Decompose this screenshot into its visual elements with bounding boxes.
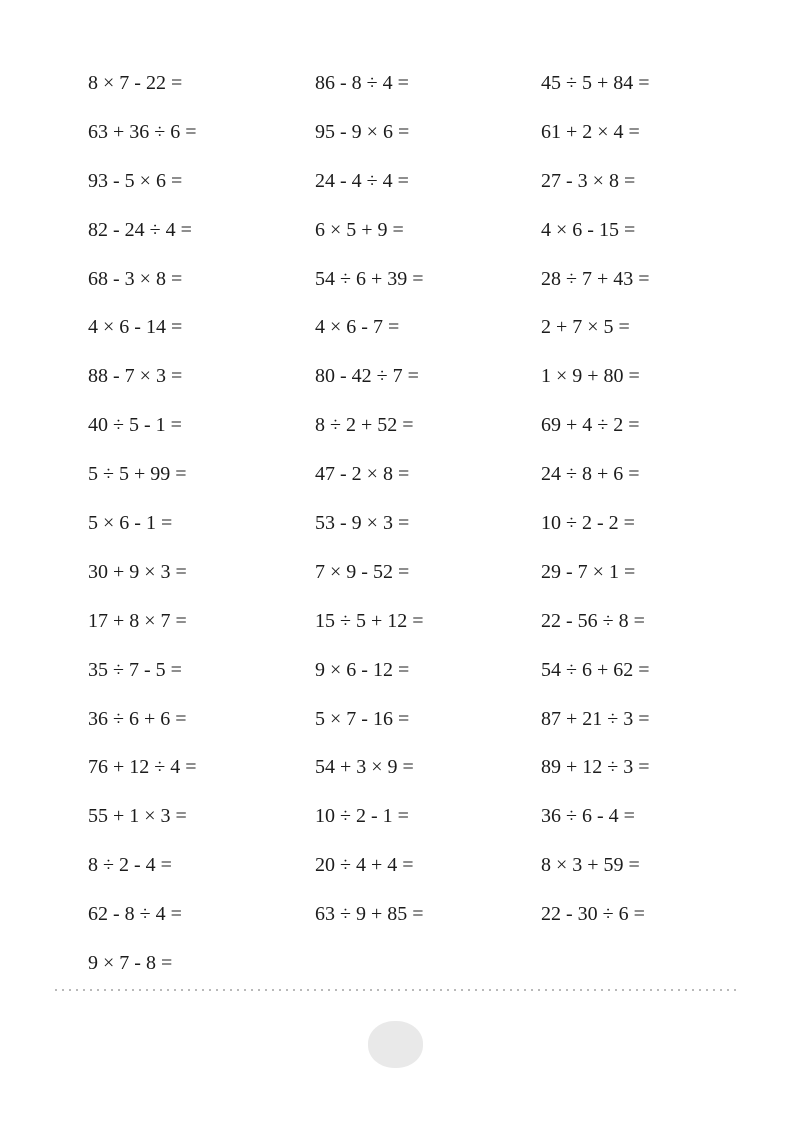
math-problem: 8 ÷ 2 - 4 =: [88, 854, 172, 877]
math-problem: 22 - 56 ÷ 8 =: [541, 609, 645, 632]
math-problem: 4 × 6 - 14 =: [88, 316, 183, 339]
math-problem: 28 ÷ 7 + 43 =: [541, 267, 650, 290]
math-problem: 4 × 6 - 15 =: [541, 218, 636, 241]
math-problem: 9 × 7 - 8 =: [88, 951, 173, 974]
math-problem: 88 - 7 × 3 =: [88, 365, 183, 388]
math-problem: 54 ÷ 6 + 39 =: [315, 267, 424, 290]
math-problem: 87 + 21 ÷ 3 =: [541, 707, 650, 730]
math-problem: 8 × 7 - 22 =: [88, 71, 183, 94]
math-problem: 5 ÷ 5 + 99 =: [88, 463, 187, 486]
math-problem: 53 - 9 × 3 =: [315, 511, 410, 534]
math-problem: 62 - 8 ÷ 4 =: [88, 903, 182, 926]
math-problem: 93 - 5 × 6 =: [88, 169, 183, 192]
math-problem: 45 ÷ 5 + 84 =: [541, 71, 650, 94]
math-problem: 8 ÷ 2 + 52 =: [315, 414, 414, 437]
math-problem: 82 - 24 ÷ 4 =: [88, 218, 192, 241]
math-problem: 40 ÷ 5 - 1 =: [88, 414, 182, 437]
math-problem: 24 - 4 ÷ 4 =: [315, 169, 409, 192]
math-problem: 6 × 5 + 9 =: [315, 218, 404, 241]
math-problem: 9 × 6 - 12 =: [315, 658, 410, 681]
math-problem: 7 × 9 - 52 =: [315, 560, 410, 583]
math-problem: 2 + 7 × 5 =: [541, 316, 630, 339]
math-problem: 89 + 12 ÷ 3 =: [541, 756, 650, 779]
math-problem: 55 + 1 × 3 =: [88, 805, 187, 828]
problems-column-1: [88, 59, 197, 988]
math-problem: 36 ÷ 6 + 6 =: [88, 707, 187, 730]
math-problem: 22 - 30 ÷ 6 =: [541, 903, 645, 926]
math-problem: 36 ÷ 6 - 4 =: [541, 805, 635, 828]
math-problem: 80 - 42 ÷ 7 =: [315, 365, 419, 388]
math-problem: 8 × 3 + 59 =: [541, 854, 640, 877]
math-problem: 27 - 3 × 8 =: [541, 169, 636, 192]
footer-oval: [368, 1021, 423, 1068]
math-problem: 20 ÷ 4 + 4 =: [315, 854, 414, 877]
math-problem: 63 + 36 ÷ 6 =: [88, 120, 197, 143]
math-problem: 35 ÷ 7 - 5 =: [88, 658, 182, 681]
math-problem: 30 + 9 × 3 =: [88, 560, 187, 583]
math-problem: 10 ÷ 2 - 1 =: [315, 805, 409, 828]
math-problem: 15 ÷ 5 + 12 =: [315, 609, 424, 632]
problems-column-3: [541, 59, 650, 939]
math-problem: 54 ÷ 6 + 62 =: [541, 658, 650, 681]
math-problem: 10 ÷ 2 - 2 =: [541, 511, 635, 534]
math-problem: 76 + 12 ÷ 4 =: [88, 756, 197, 779]
problems-column-2: [315, 59, 424, 939]
math-problem: 4 × 6 - 7 =: [315, 316, 400, 339]
math-problem: 61 + 2 × 4 =: [541, 120, 640, 143]
math-problem: 17 + 8 × 7 =: [88, 609, 187, 632]
math-problem: 95 - 9 × 6 =: [315, 120, 410, 143]
math-problem: 1 × 9 + 80 =: [541, 365, 640, 388]
math-problem: 47 - 2 × 8 =: [315, 463, 410, 486]
math-problem: 5 × 6 - 1 =: [88, 511, 173, 534]
math-problem: 54 + 3 × 9 =: [315, 756, 414, 779]
math-problem: 5 × 7 - 16 =: [315, 707, 410, 730]
math-problem: 63 ÷ 9 + 85 =: [315, 903, 424, 926]
math-problem: 68 - 3 × 8 =: [88, 267, 183, 290]
math-problem: 86 - 8 ÷ 4 =: [315, 71, 409, 94]
math-problem: 29 - 7 × 1 =: [541, 560, 636, 583]
math-problem: 24 ÷ 8 + 6 =: [541, 463, 640, 486]
dotted-divider: [55, 989, 738, 991]
math-problem: 69 + 4 ÷ 2 =: [541, 414, 640, 437]
